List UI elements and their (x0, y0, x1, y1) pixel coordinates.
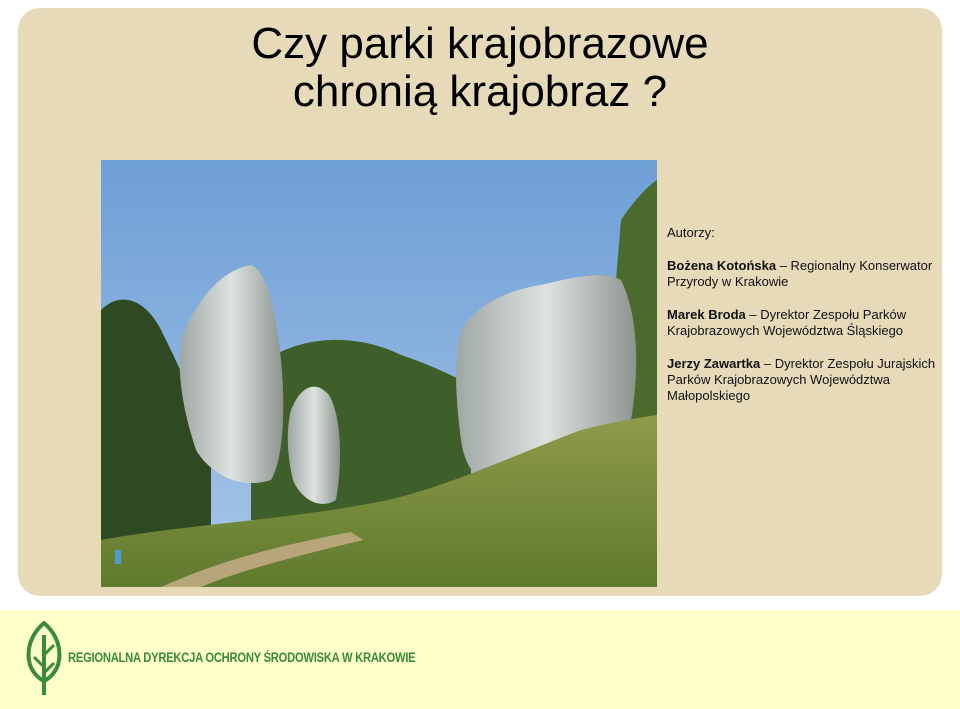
author-name: Marek Broda (667, 307, 746, 322)
author-entry (667, 258, 937, 290)
author-name: Bożena Kotońska (667, 258, 777, 273)
authors-block (667, 225, 937, 421)
author-role: – Regionalny Konserwator Przyrody w Krakowie (667, 258, 933, 289)
authors-heading: Autorzy: (667, 225, 715, 240)
organization-name: REGIONALNA DYREKCJA OCHRONY ŚRODOWISKA W KRAKOWIE (68, 650, 416, 665)
leaf-logo-icon (24, 621, 64, 697)
landscape-photo (101, 160, 657, 587)
author-role: – Dyrektor Zespołu Jurajskich Parków Krajobrazowych Województwa Małopolskiego (667, 356, 936, 403)
author-name: Jerzy Zawartka (667, 356, 761, 371)
author-role: – Dyrektor Zespołu Parków Krajobrazowych Województwa Śląskiego (667, 307, 907, 338)
title-line-2: chronią krajobraz ? (292, 67, 668, 116)
title-line-1: Czy parki krajobrazowe (251, 19, 709, 68)
author-entry (667, 356, 937, 404)
author-entry (667, 307, 937, 339)
footer-banner (0, 610, 960, 709)
slide-title (0, 20, 960, 116)
